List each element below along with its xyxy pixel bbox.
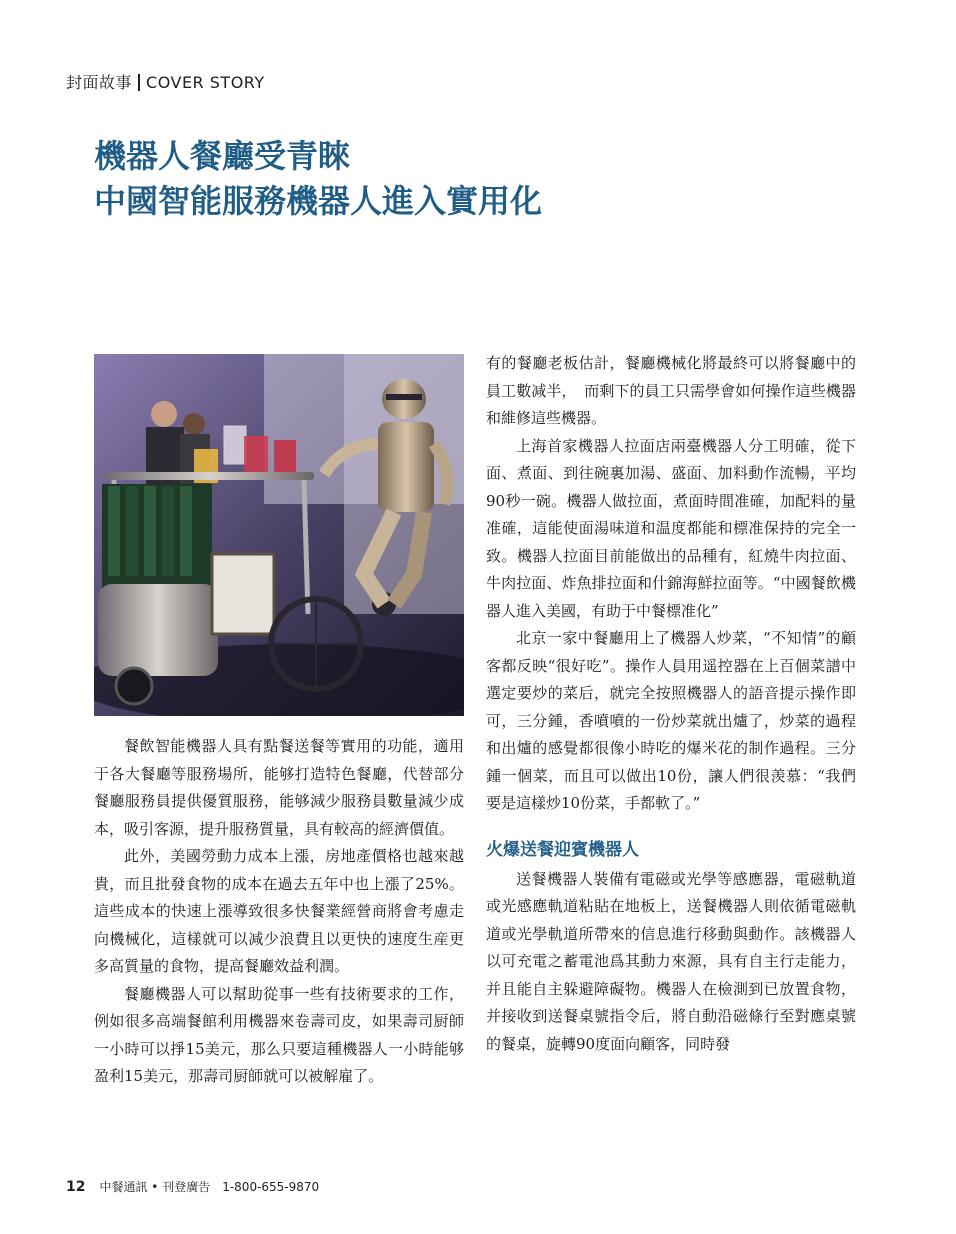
- article-title-line-2: 中國智能服務機器人進入實用化: [94, 182, 543, 220]
- section-label: [66, 70, 265, 93]
- section-subheading: 火爆送餐迎賓機器人: [486, 839, 639, 860]
- right-column: [486, 350, 856, 1058]
- page-footer: [66, 1178, 319, 1195]
- paragraph: 餐飲智能機器人具有點餐送餐等實用的功能，適用于各大餐廳等服務場所，能够打造特色餐廳，代替部分餐廳服務員提供優質服務，能够減少服務員數量減少成本，吸引客源，提升服務質量，具有較高的經濟價值。: [94, 737, 464, 838]
- paragraph: 餐廳機器人可以幫助從事一些有技術要求的工作，例如很多高端餐館利用機器來卷壽司皮，如果壽司厨師一小時可以掙15美元，那么只要這種機器人一小時能够盈利15美元，那壽司厨師就可以被解雇了。: [94, 984, 464, 1085]
- paragraph: 北京一家中餐廳用上了機器人炒菜，“不知情”的顧客都反映“很好吃”。操作人員用遥控器在上百個菜譜中選定要炒的菜后，就完全按照機器人的語音提示操作即可，三分鍾，香噴噴的一份炒菜就出爐了，炒菜的過程和出爐的感覺都很像小時吃的爆米花的制作過程。三分鍾一個菜，而且可以做出10份，讓人們很羡慕：“我們要是這樣炒10份菜，手都軟了。”: [486, 629, 856, 812]
- article-title: [94, 134, 794, 224]
- section-divider: [138, 74, 140, 91]
- advertising-phone: 1-800-655-9870: [222, 1180, 320, 1194]
- paragraph: 有的餐廳老板估計，餐廳機械化將最終可以將餐廳中的員工數减半， 而剩下的員工只需學會如何操作這些機器和維修這些機器。: [486, 354, 856, 427]
- paragraph: 此外，美國勞動力成本上漲，房地產價格也越來越貴，而且批發食物的成本在過去五年中也上漲了25%。這些成本的快速上漲導致很多快餐業經營商將會考慮走向機械化，這樣就可以减少浪費且以更快的速度生産更多高質量的食物，提高餐廳效益利潤。: [94, 847, 464, 975]
- paragraph: 上海首家機器人拉面店兩臺機器人分工明確，從下面、煮面、到往碗裏加湯、盛面、加料動作流暢，平均90秒一碗。機器人做拉面，煮面時間准確，加配料的量准確，這能使面湯味道和温度都能和標准保持的完全一致。機器人拉面目前能做出的品種有，紅燒牛肉拉面、牛肉拉面、炸魚排拉面和什錦海鮮拉面等。“中國餐飲機器人進入美國，有助于中餐標准化”: [486, 436, 856, 620]
- paragraph: 送餐機器人裝備有電磁或光學等感應器，電磁軌道或光感應軌道粘貼在地板上，送餐機器人則依循電磁軌道或光學軌道所帶來的信息進行移動與動作。該機器人以可充電之蓄電池爲其動力來源，具有自主行走能力，并且能自主躲避障礙物。機器人在檢測到已放置食物，并接收到送餐桌號指令后，將自動沿磁條行至對應桌號的餐桌，旋轉90度面向顧客，同時發: [486, 869, 856, 1053]
- section-label-en: COVER STORY: [146, 73, 265, 92]
- article-title-line-1: 機器人餐廳受青睞: [94, 137, 351, 175]
- photo-illustration: [94, 354, 464, 716]
- robot-chef-cart-photo: [94, 354, 464, 716]
- left-column: [94, 733, 464, 1091]
- page-number: 12: [66, 1179, 86, 1195]
- publication-name: 中餐通訊 • 刊登廣告: [99, 1180, 211, 1194]
- section-label-zh: 封面故事: [66, 73, 133, 92]
